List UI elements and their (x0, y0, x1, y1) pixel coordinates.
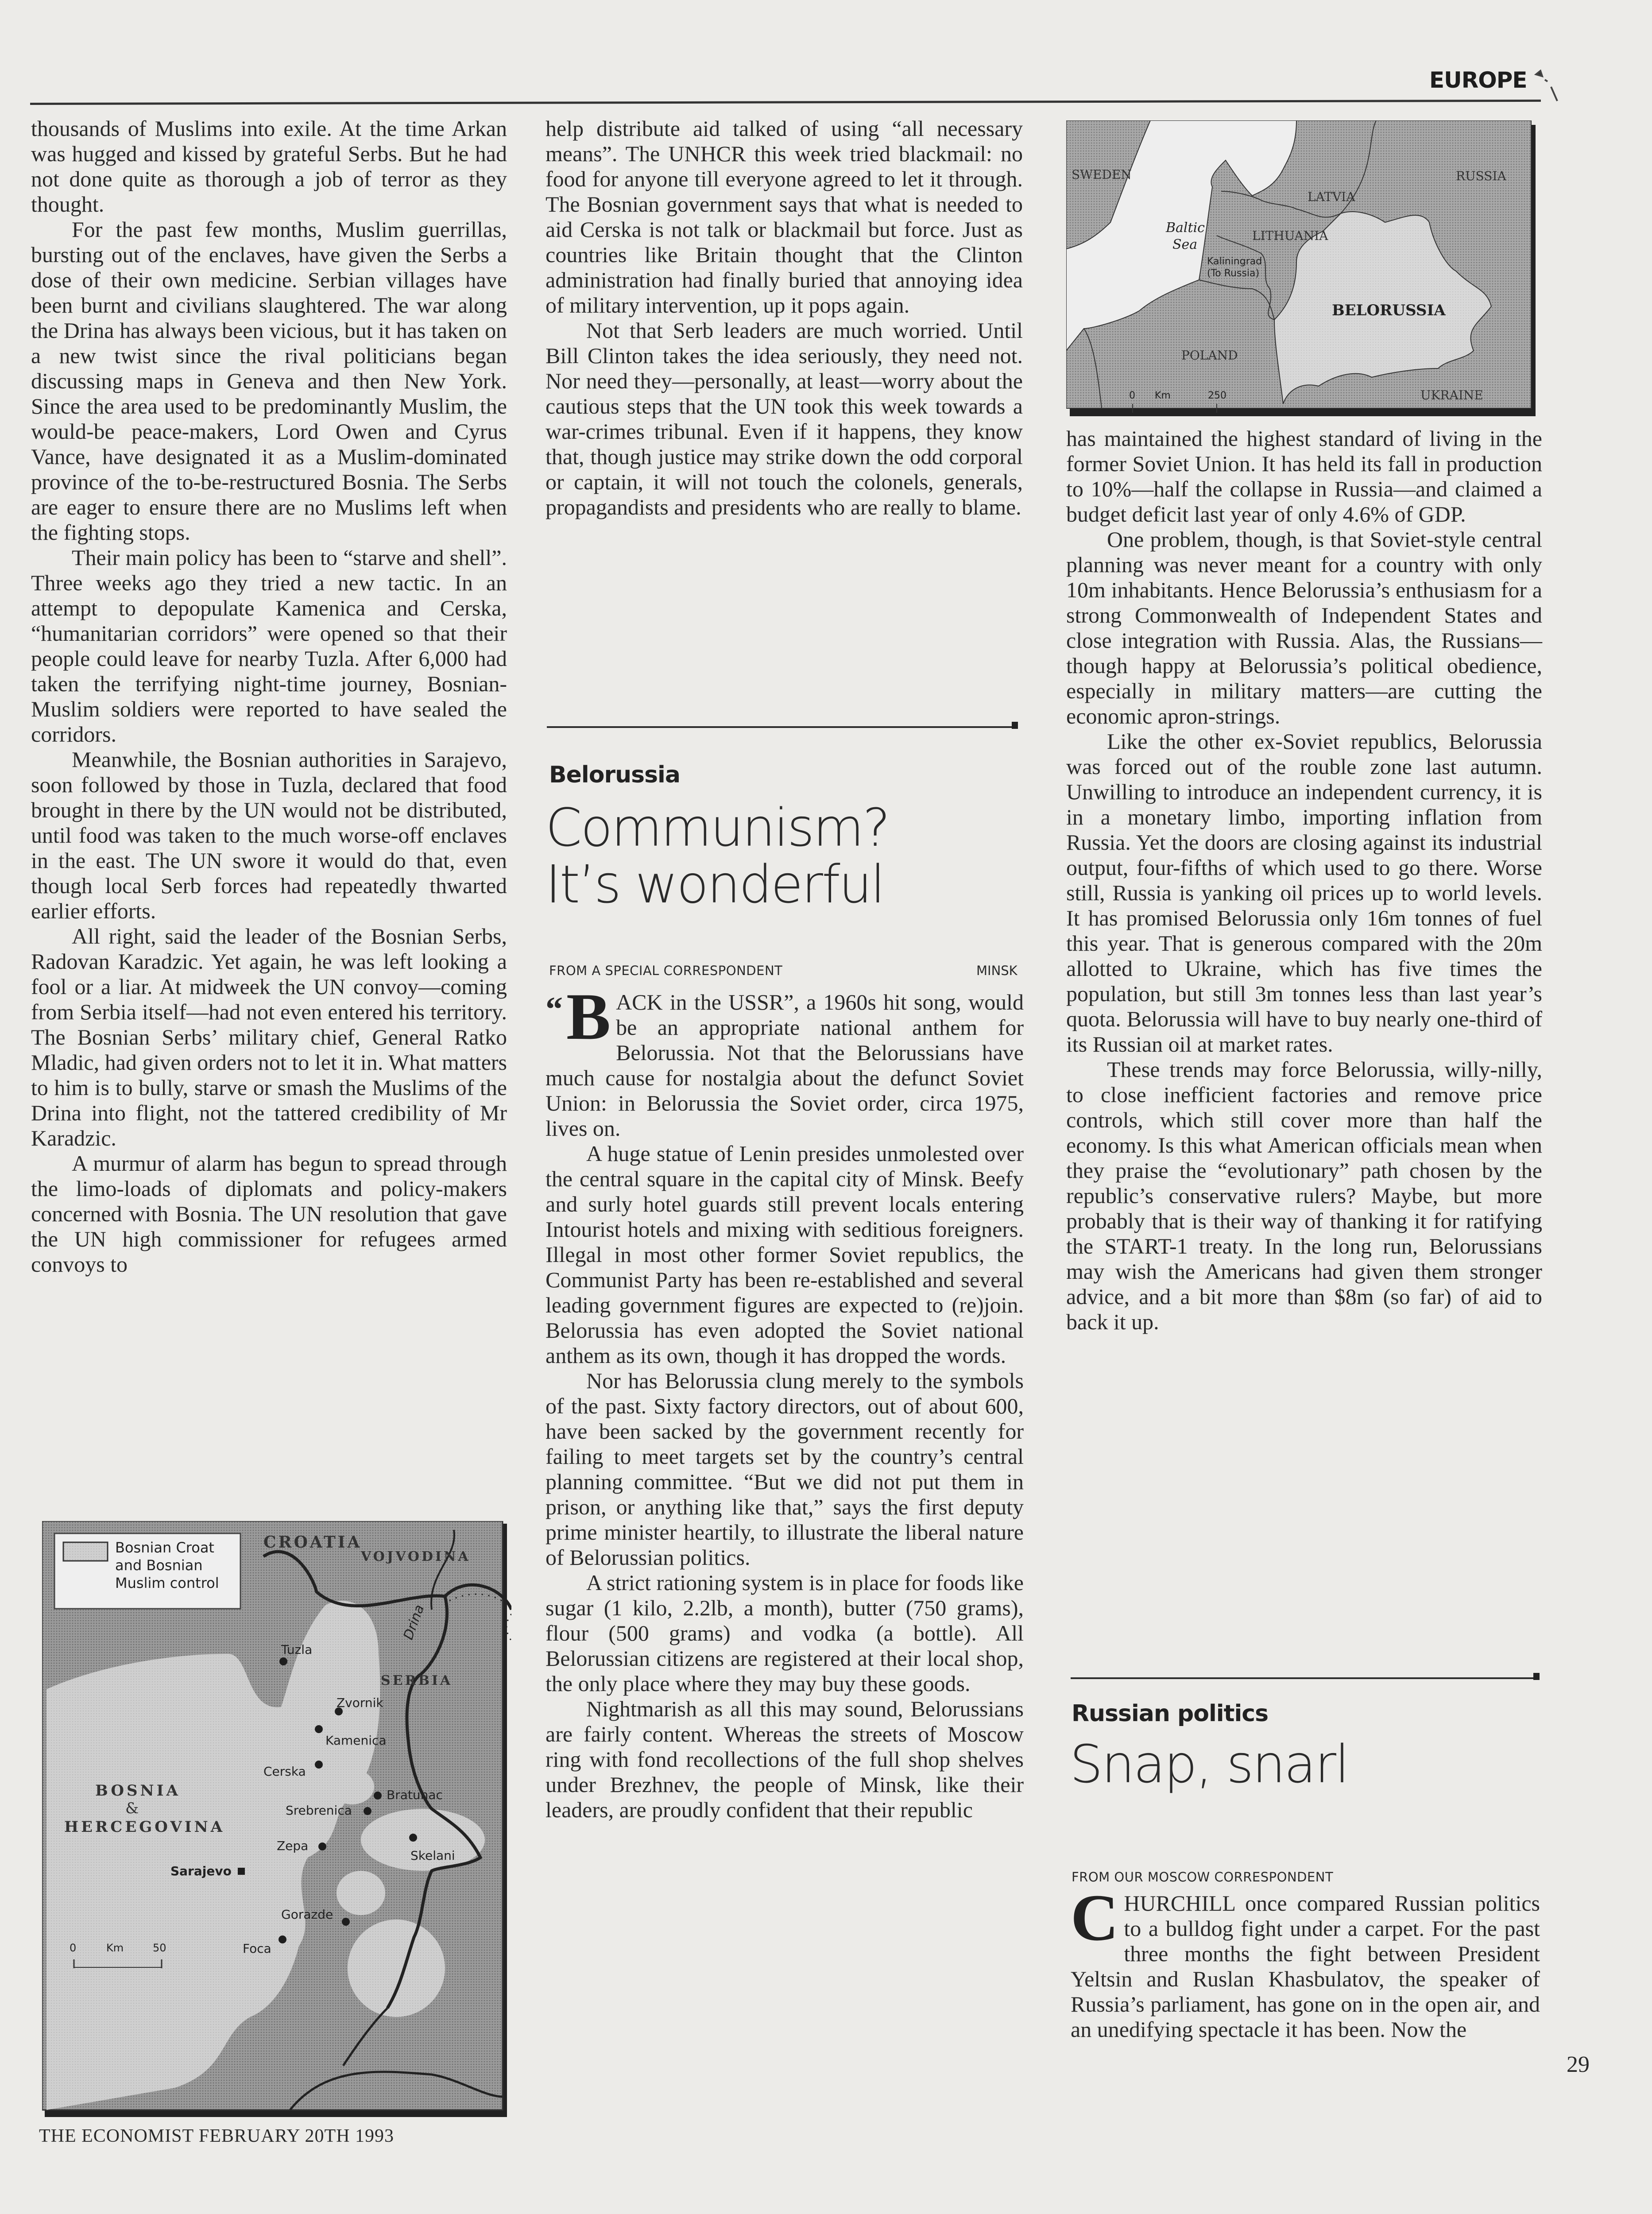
town-label: Srebrenica (286, 1803, 352, 1818)
capital-marker (238, 1868, 245, 1875)
bosnia-map (42, 1521, 511, 2123)
town-dot (315, 1725, 323, 1733)
country-label: BELORUSSIA (1332, 302, 1446, 319)
scale-start: 0 (70, 1942, 77, 1954)
opening-quote: “ (546, 990, 563, 1028)
town-dot (279, 1935, 286, 1943)
publication-footer: THE ECONOMIST FEBRUARY 20TH 1993 (39, 2126, 395, 2146)
enclave-label: (To Russia) (1207, 268, 1260, 279)
country-label: RUSSIA (1456, 169, 1506, 183)
article-dateline: MINSK (976, 963, 1018, 978)
scale-start: 0 (1129, 390, 1135, 401)
article-paragraph: help distribute aid talked of using “all necessary means”. The UNHCR this week tried blackmail: no food for anyone till everyone agreed to let it through. The Bosnian government says that what is needed to aid Cerska is not talk or blackmail but force. Just as countries like Britain thought that the Clinton administration had finally buried that annoying idea of military intervention, up it pops again. (546, 116, 1023, 317)
country-label: LATVIA (1308, 190, 1355, 204)
paragraph-text: ACK in the USSR”, a 1960s hit song, would be an appropriate national anthem for Belorussia. Not that the Belorussians have much cause for nostalgia about the defunct Soviet Union: in Belorussia the Soviet order, circa 1975, lives on. (546, 990, 1024, 1141)
region-label: VOJVODINA (361, 1549, 471, 1564)
paragraph-text: HURCHILL once compared Russian politics to a bulldog fight under a carpet. For the past three months the fight between President Yeltsin and Ruslan Khasbulatov, the speaker of Russia’s parliament, has gone on in the open air, and an unedifying spectacle it has been. Now the (1071, 1891, 1540, 2042)
article-paragraph (1071, 1881, 1540, 2042)
article-paragraph: Nor has Belorussia clung merely to the symbols of the past. Sixty factory directors, out of about 600, have been sacked by the government recently for failing to meet targets set by the country’s central planning committee. “But we did not put them in prison, or anything like that,” says the first deputy prime minister heartily, to illustrate the liberal nature of Belorussian politics. (546, 1368, 1024, 1570)
town-label: Bratunac (387, 1788, 443, 1802)
town-label: Gorazde (281, 1907, 333, 1922)
sea-label: Sea (1172, 237, 1198, 252)
drop-cap: B (566, 980, 611, 1053)
belorussia-article-continued (1066, 426, 1542, 1335)
river-label: Drina (400, 1602, 428, 1642)
scale-unit: Km (106, 1942, 124, 1954)
sea-label: Baltic (1166, 220, 1205, 236)
article-paragraph: A murmur of alarm has begun to spread through the limo-loads of diplomats and policy-makers concerned with Bosnia. The UN resolution that gave the UN high commissioner for refugees armed convoys to (31, 1151, 507, 1277)
town-label: Foca (243, 1941, 271, 1956)
country-label: SWEDEN (1072, 167, 1132, 182)
belorussia-article-column (546, 980, 1024, 1823)
article-headline: Snap, snarl (1070, 1734, 1348, 1795)
region-label: BOSNIA (95, 1782, 181, 1800)
header-rule (30, 100, 1541, 105)
article-paragraph: thousands of Muslims into exile. At the time Arkan was hugged and kissed by grateful Serbs. But he had not done quite as thorough a job of terror as they thought. (31, 116, 507, 217)
article-paragraph: Nightmarish as all this may sound, Belorussians are fairly content. Whereas the streets of Moscow ring with fond recollections of the full shop shelves under Brezhnev, the people of Minsk, like their leaders, are proudly confident that their republic (546, 1696, 1024, 1822)
town-label: Cerska (263, 1764, 306, 1779)
article-paragraph: Their main policy has been to “starve and shell”. Three weeks ago they tried a new tactic. In an attempt to depopulate Kamenica and Cerska, “humanitarian corridors” were opened so that their people could leave for nearby Tuzla. After 6,000 had taken the terrifying night-time journey, Bosnian-Muslim soldiers were reported to have sealed the corridors. (31, 545, 507, 747)
legend-swatch (63, 1542, 108, 1561)
page-number: 29 (1567, 2052, 1590, 2077)
article-paragraph: Not that Serb leaders are much worried. Until Bill Clinton takes the idea seriously, they need not. Nor need they—personally, at least—worry about the cautious steps that the UN took this week towards a war-crimes tribunal. Even if it happens, they know that, though justice may strike down the odd corporal or captain, it will not touch the colonels, generals, propagandists and presidents who are really to blame. (546, 318, 1023, 519)
country-label: POLAND (1181, 348, 1238, 363)
scale-end: 50 (153, 1942, 166, 1954)
article-byline: FROM A SPECIAL CORRESPONDENT (549, 963, 783, 978)
bosnia-article-continued (546, 116, 1023, 520)
article-paragraph: Like the other ex-Soviet republics, Belorussia was forced out of the rouble zone last autumn. Unwilling to introduce an independent currency, it is in a monetary limbo, importing inflation from Russia. Yet the doors are closing against its industrial output, four-fifths of which used to go there. Worse still, Russia is yanking oil prices up to world levels. It has promised Belorussia only 16m tonnes of fuel this year. That is generous compared with the 20m allotted to Ukraine, which has five times the population, but still 3m tonnes less than last year’s quota. Belorussia will have to buy nearly one-third of its Russian oil at market rates. (1066, 729, 1542, 1057)
belorussia-map (1066, 120, 1536, 417)
scale-end: 250 (1208, 390, 1226, 401)
article-paragraph: These trends may force Belorussia, willy-nilly, to close inefficient factories and remove price controls, which still cover more than half the economy. Is this what American officials mean when they praise the “evolutionary” path chosen by the republic’s conservative rulers? Maybe, but more probably that is their way of thanking it for ratifying the START-1 treaty. In the long run, Belorussians may wish the Americans had given them stronger advice, and a bit more than $8m (so far) of aid to back it up. (1066, 1057, 1542, 1334)
scale-unit: Km (1155, 390, 1171, 401)
article-paragraph: A huge statue of Lenin presides unmolested over the central square in the capital city of Minsk. Beefy and surly hotel guards still prevent locals entering Intourist hotels and mixing with seditious foreigners. Illegal in most other former Soviet republics, the Communist Party has been re-established and several leading government figures are expected to (re)join. Belorussia has even adopted the Soviet national anthem as its own, though it has dropped the words. (546, 1141, 1024, 1368)
headline-line: Communism? (546, 797, 889, 858)
country-label: UKRAINE (1420, 388, 1483, 403)
region-label: HERCEGOVINA (64, 1818, 225, 1836)
legend-label: Bosnian Croat and Bosnian Muslim control (115, 1539, 219, 1591)
town-label: Zepa (277, 1839, 309, 1853)
article-paragraph: A strict rationing system is in place for foods like sugar (1 kilo, 2.2lb, a month), butter (750 grams), flour (500 grams) and vodka (a bottle). All Belorussian citizens are registered at their local shop, the only place where they may buy these goods. (546, 1570, 1024, 1696)
article-paragraph: has maintained the highest standard of living in the former Soviet Union. It has held its fall in production to 10%—half the collapse in Russia—and claimed a budget deficit last year of only 4.6% of GDP. (1066, 426, 1542, 526)
article-rubric: Belorussia (549, 762, 680, 788)
article-headline (546, 799, 889, 913)
article-paragraph (546, 980, 1024, 1141)
article-paragraph: Meanwhile, the Bosnian authorities in Sarajevo, soon followed by those in Tuzla, declared that food brought in there by the UN would not be distributed, until food was taken to the much worse-off enclaves in the east. The UN swore it would do that, even though local Serb forces had repeatedly thwarted earlier efforts. (31, 747, 507, 923)
region-label: & (125, 1800, 139, 1817)
article-end-rule (547, 726, 1016, 728)
region-label: SERBIA (381, 1673, 453, 1688)
drop-cap: C (1071, 1881, 1119, 1955)
town-dot (318, 1842, 326, 1850)
country-label: LITHUANIA (1252, 228, 1328, 243)
town-dot (279, 1657, 287, 1665)
bosnia-article-column (31, 116, 507, 1277)
town-dot (342, 1918, 350, 1926)
article-byline: FROM OUR MOSCOW CORRESPONDENT (1072, 1870, 1334, 1885)
article-paragraph: One problem, though, is that Soviet-style central planning was never meant for a country with only 10m inhabitants. Hence Belorussia’s enthusiasm for a strong Commonwealth of Independent States and close integration with Russia. Alas, the Russians—though happy at Belorussia’s political obedience, especially in military matters—are cutting the economic apron-strings. (1066, 527, 1542, 728)
town-dot (374, 1792, 382, 1800)
town-label: Skelani (410, 1848, 455, 1863)
town-label: Zvornik (337, 1695, 383, 1710)
article-paragraph: For the past few months, Muslim guerrillas, bursting out of the enclaves, have given the Serbs a dose of their own medicine. Serbian villages have been burnt and civilians slaughtered. The war along the Drina has always been vicious, but it has taken on a new twist since the rival politicians began discussing maps in Geneva and then New York. Since the area used to be predominantly Muslim, the would-be peace-makers, Lord Owen and Cyrus Vance, have designated it as a Muslim-dominated province of the to-be-restructured Bosnia. The Serbs are eager to ensure there are no Muslims left when the fighting stops. (31, 217, 507, 545)
article-end-rule (1071, 1677, 1538, 1679)
section-label: EUROPE (1429, 67, 1527, 93)
town-label: Kamenica (325, 1733, 387, 1748)
article-rubric: Russian politics (1072, 1700, 1269, 1727)
town-label: Tuzla (281, 1642, 313, 1657)
town-dot (315, 1761, 323, 1769)
town-label: Sarajevo (170, 1864, 232, 1878)
headline-line: It’s wonderful (546, 854, 884, 915)
enclave-label: Kaliningrad (1207, 256, 1262, 267)
town-dot (364, 1807, 371, 1815)
region-label: CROATIA (263, 1533, 362, 1552)
town-dot (409, 1834, 417, 1842)
article-paragraph: All right, said the leader of the Bosnian Serbs, Radovan Karadzic. Yet again, he was left looking a fool or a liar. At midweek the UN convoy—coming from Serbia itself—had not even entered his territory. The Bosnian Serbs’ military chief, General Ratko Mladic, had given orders not to let it in. What matters to him is to bully, starve or smash the Muslims of the Drina into flight, not the tattered credibility of Mr Karadzic. (31, 924, 507, 1150)
russia-article-column (1071, 1881, 1540, 2042)
